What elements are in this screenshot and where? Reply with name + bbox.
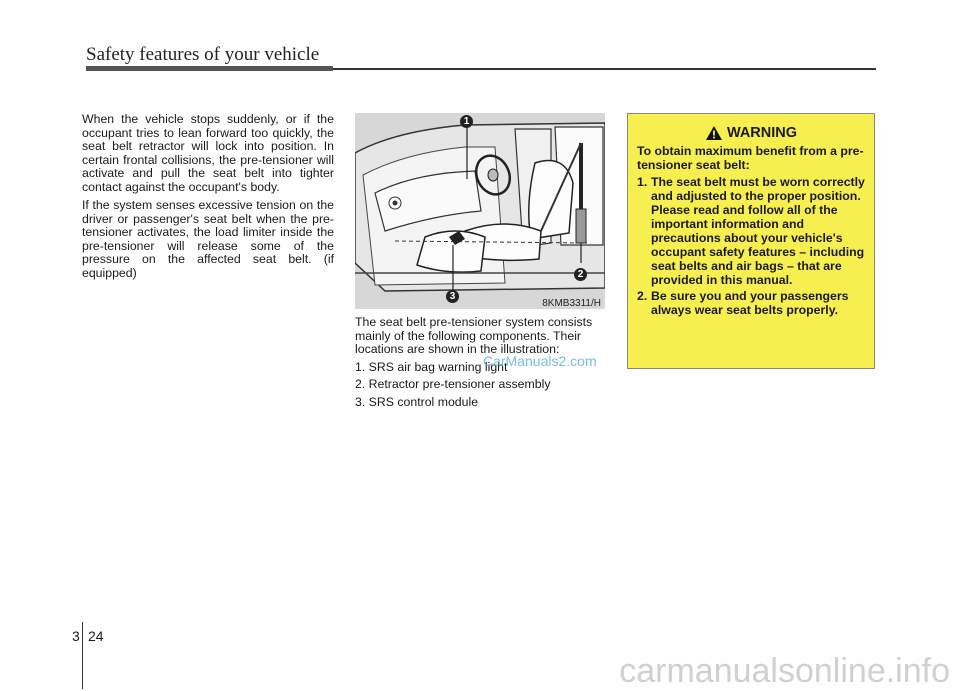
page-number: 24: [88, 628, 104, 644]
callout-1-badge: 1: [460, 115, 473, 128]
paragraph: If the system senses excessive tension on the driver or passenger's seat belt when the pre-tensioner activates, the load limiter inside the pre-tensioner will release some of the pressure on the affected seat belt. (if equipped): [82, 198, 334, 280]
warning-box: [627, 113, 875, 369]
warning-triangle-icon: [706, 126, 722, 140]
list-item: 2. Retractor pre-tensioner assembly: [355, 377, 551, 391]
list-item: 3. SRS control module: [355, 394, 479, 409]
figure-code: 8KMB3311/H: [542, 298, 601, 309]
callout-3-badge: 3: [446, 290, 459, 303]
pretensioner-illustration: [355, 113, 605, 309]
watermark: CarManuals2.com: [483, 353, 597, 369]
header-rule-thin: [333, 68, 876, 70]
section-number: 3: [72, 628, 80, 644]
footer-divider: [82, 622, 83, 689]
body-column-left: [82, 113, 334, 285]
car-interior-drawing: [355, 113, 605, 309]
list-item: [637, 175, 866, 287]
warning-title: WARNING: [726, 125, 798, 141]
page-header-title: Safety features of your vehicle: [86, 44, 320, 65]
component-intro: The seat belt pre-tensioner system consists mainly of the following components. Their locations are shown in the illustration:: [355, 315, 593, 356]
paragraph: When the vehicle stops suddenly, or if the occupant tries to lean forward too quickly, the seat belt retractor will lock into position. In certain frontal collisions, the pre-tensioner will activate and pull the seat belt into tighter contact against the occupant's body.: [82, 112, 334, 194]
list-text: The seat belt must be worn correctly and adjusted to the proper position. Please read and follow all of the important information and precautions about your vehicle's occupant safety features – including seat belts and air bags – that are provided in this manual.: [651, 175, 865, 287]
footer-site-watermark: carmanualsonline.info: [619, 652, 950, 690]
callout-2-badge: 2: [574, 268, 587, 281]
list-item: [637, 289, 866, 317]
list-number: 2.: [637, 289, 648, 303]
list-text: Be sure you and your passengers always wear seat belts properly.: [651, 289, 849, 317]
warning-list: [637, 175, 866, 317]
list-number: 1.: [637, 175, 648, 189]
warning-intro: To obtain maximum benefit from a pre-tensioner seat belt:: [637, 144, 864, 172]
list-item: 1. SRS air bag warning light: [355, 359, 508, 374]
warning-heading: [637, 126, 866, 140]
header-rule: [86, 66, 333, 71]
